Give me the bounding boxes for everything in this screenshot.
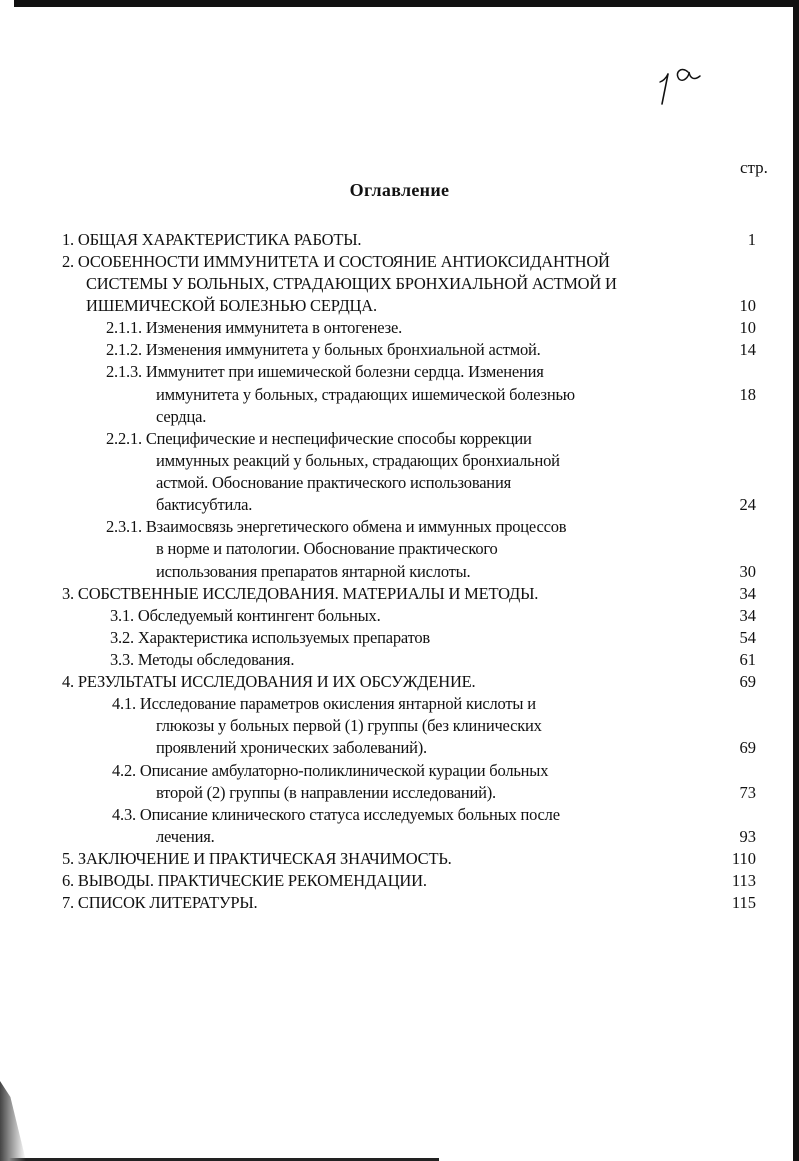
toc-entry-heading: 3.2. Характеристика используемых препаратов (110, 628, 431, 647)
toc-page-number: 30 (739, 562, 756, 581)
toc-entry-continuation: второй (2) группы (в направлении исследований). (156, 783, 496, 802)
toc-entry-continuation: сердца. (156, 407, 207, 426)
toc-entry-heading: 4.2. Описание амбулаторно-поликлинической курации больных (112, 761, 549, 780)
toc-entry-continuation: лечения. (156, 827, 215, 846)
toc-entry-heading: 2.2.1. Специфические и неспецифические способы коррекции (106, 429, 532, 448)
toc-page-number: 69 (739, 738, 756, 757)
toc-page-number: 115 (731, 893, 756, 912)
toc-entry-heading: 2. ОСОБЕННОСТИ ИММУНИТЕТА И СОСТОЯНИЕ АНТИОКСИДАНТНОЙ (62, 252, 610, 271)
toc-entry-heading: 1. ОБЩАЯ ХАРАКТЕРИСТИКА РАБОТЫ. (62, 230, 362, 249)
toc-page-number: 93 (739, 827, 756, 846)
toc-page-number: 24 (739, 495, 756, 514)
toc-entry-continuation: проявлений хронических заболеваний). (156, 738, 427, 757)
toc-entry-heading: 4.3. Описание клинического статуса исследуемых больных после (112, 805, 560, 824)
toc-page-number: 73 (739, 783, 756, 802)
toc-entry-continuation: использования препаратов янтарной кислоты. (156, 562, 471, 581)
toc-entry-heading: 4. РЕЗУЛЬТАТЫ ИССЛЕДОВАНИЯ И ИХ ОБСУЖДЕНИЕ. (62, 672, 476, 691)
toc-entry-continuation: астмой. Обоснование практического использования (156, 473, 511, 492)
toc-page-number: 10 (739, 318, 756, 337)
page-column-label: стр. (740, 158, 768, 177)
toc-entry-continuation: иммунитета у больных, страдающих ишемической болезнью (156, 385, 575, 404)
toc-entry-heading: 5. ЗАКЛЮЧЕНИЕ И ПРАКТИЧЕСКАЯ ЗНАЧИМОСТЬ. (62, 849, 452, 868)
toc-entry-heading: 2.1.1. Изменения иммунитета в онтогенезе. (106, 318, 402, 337)
toc-page-number: 34 (739, 606, 756, 625)
toc-entry-heading: 3. СОБСТВЕННЫЕ ИССЛЕДОВАНИЯ. МАТЕРИАЛЫ И МЕТОДЫ. (62, 584, 539, 603)
toc-page-number: 113 (731, 871, 756, 890)
toc-entry-heading: 2.1.3. Иммунитет при ишемической болезни сердца. Изменения (106, 362, 544, 381)
toc-entry-heading: 4.1. Исследование параметров окисления янтарной кислоты и (112, 694, 536, 713)
toc-page-number: 34 (739, 584, 756, 603)
toc-entry-continuation: иммунных реакций у больных, страдающих бронхиальной (156, 451, 560, 470)
toc-page-number: 54 (739, 628, 756, 647)
toc-entry-continuation: ИШЕМИЧЕСКОЙ БОЛЕЗНЬЮ СЕРДЦА. (86, 296, 377, 315)
toc-entry-heading: 2.1.2. Изменения иммунитета у больных бронхиальной астмой. (106, 340, 541, 359)
toc-page-number: 18 (739, 385, 756, 404)
toc-title: Оглавление (349, 180, 450, 200)
toc-page-number: 69 (739, 672, 756, 691)
toc-page-number: 61 (739, 650, 756, 669)
toc-entry-continuation: в норме и патологии. Обоснование практического (156, 539, 498, 558)
toc-page-number: 1 (747, 230, 756, 249)
toc-page-number: 10 (739, 296, 756, 315)
toc-page-number: 110 (731, 849, 756, 868)
toc-page-number: 14 (739, 340, 756, 359)
toc-entry-heading: 3.1. Обследуемый контингент больных. (110, 606, 381, 625)
toc-entry-heading: 3.3. Методы обследования. (110, 650, 295, 669)
toc-entry-continuation: глюкозы у больных первой (1) группы (без клинических (156, 716, 542, 735)
toc-entry-heading: 6. ВЫВОДЫ. ПРАКТИЧЕСКИЕ РЕКОМЕНДАЦИИ. (62, 871, 427, 890)
toc-entry-heading: 7. СПИСОК ЛИТЕРАТУРЫ. (62, 893, 258, 912)
toc-entry-continuation: бактисубтила. (156, 495, 253, 514)
toc-entry-continuation: СИСТЕМЫ У БОЛЬНЫХ, СТРАДАЮЩИХ БРОНХИАЛЬНОЙ АСТМОЙ И (86, 274, 617, 293)
toc-entry-heading: 2.3.1. Взаимосвязь энергетического обмена и иммунных процессов (106, 517, 567, 536)
